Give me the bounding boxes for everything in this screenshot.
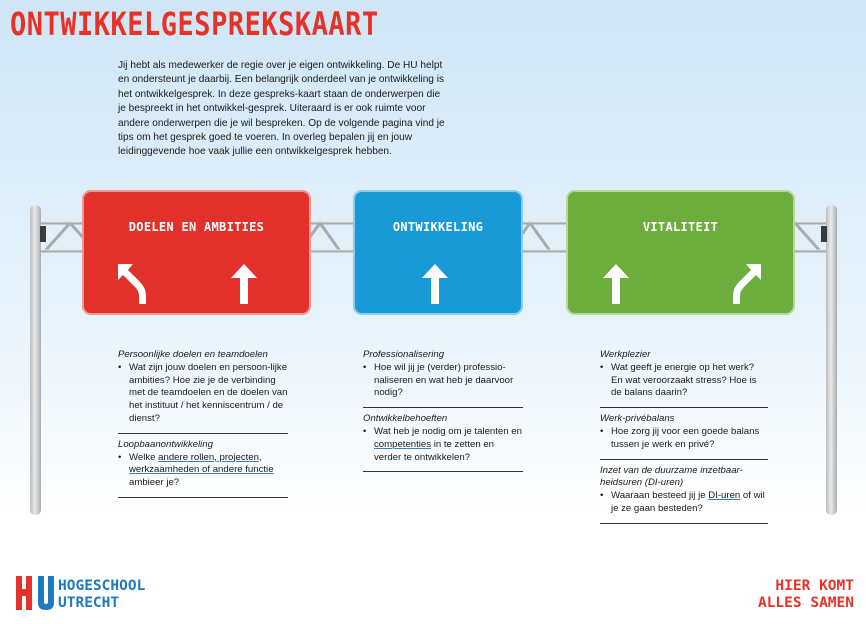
column-vitaliteit [600, 349, 768, 529]
question: • Wat heb je nodig om je talenten en competenties in te zetten en verder te ontwikkelen? [363, 425, 522, 463]
divider [363, 471, 523, 472]
topic-heading: Ontwikkelbehoeften [363, 413, 448, 425]
intro-text: Jij hebt als medewerker de regie over je eigen ontwikkeling. De HU helpt en ondersteunt je daarbij. Een belangrijk onderdeel van je ontwikkeling is het ontwikkelgesprek. In deze gespreks-kaart staan de onderwerpen die je bespreekt in het ontwikkel-gesprek. Uiteraard is er ook ruimte voor andere onderwerpen die je wil bespreken. Op de volgende pagina vind je tips om het gesprek goed te voeren. In overleg bepalen jij en jouw leidinggevende hoe vaak jullie een ontwikkelgesprek hebben. [118, 60, 445, 158]
topic-heading: Loopbaanontwikkeling [118, 438, 213, 450]
topic-heading: Persoonlijke doelen en teamdoelen [118, 349, 268, 360]
question: • Welke andere rollen, projecten, werkzaamheden of andere functie ambieer je? [118, 451, 274, 489]
divider [600, 459, 768, 460]
arrow-turn-right-icon [727, 262, 763, 306]
page-title: ONTWIKKELGESPREKSKAART [10, 6, 379, 44]
topic-heading: Inzet van de duurzame inzetbaar-heidsuren (DI-uren) [600, 464, 743, 489]
slogan: HIER KOMT ALLES SAMEN [757, 578, 854, 611]
pole-clamp-right [821, 226, 827, 242]
link-andere-rollen[interactable]: andere rollen, projecten, werkzaamheden of andere functie [129, 451, 274, 476]
column-doelen [118, 349, 288, 503]
logo-wordmark: HOGESCHOOL UTRECHT [58, 578, 146, 611]
topic-heading: Werk-privébalans [600, 413, 675, 425]
sign-title: DOELEN EN AMBITIES [128, 220, 265, 234]
sign-title: VITALITEIT [642, 220, 719, 234]
question: • Hoe zorg jij voor een goede balans tussen je werk en privé? [600, 425, 760, 450]
link-di-uren[interactable]: DI-uren [708, 490, 741, 502]
arrow-up-icon [601, 262, 631, 306]
gantry-pole-left [30, 205, 41, 515]
link-competenties[interactable]: competenties [374, 438, 432, 450]
question: • Wat zijn jouw doelen en persoon-lijke ambities? Hoe zie je de verbinding met de teamdoelen en de doelen van het instituut / het kenniscentrum / de dienst? [118, 361, 288, 424]
sign-title: ONTWIKKELING [392, 220, 484, 234]
question: • Wat geeft je energie op het werk? En wat veroorzaakt stress? Hoe is de balans daarin? [600, 361, 757, 399]
arrow-up-icon [229, 262, 259, 306]
divider [363, 407, 523, 408]
divider [600, 407, 768, 408]
divider [118, 433, 288, 434]
arrow-up-icon [420, 262, 450, 306]
pole-clamp-left [40, 226, 46, 242]
question: • Hoe wil jij je (verder) professio-naliseren en wat heb je daarvoor nodig? [363, 361, 514, 399]
question: • Waaraan besteed jij je DI-uren of wil je ze gaan besteden? [600, 490, 765, 514]
arrow-turn-left-icon [116, 262, 152, 306]
divider [118, 497, 288, 498]
topic-heading: Professionalisering [363, 349, 445, 360]
topic-heading: Werkplezier [600, 349, 651, 360]
hu-logo-icon [16, 576, 54, 610]
divider [600, 523, 768, 524]
column-ontwikkeling [363, 349, 523, 477]
gantry-pole-right [826, 205, 837, 515]
